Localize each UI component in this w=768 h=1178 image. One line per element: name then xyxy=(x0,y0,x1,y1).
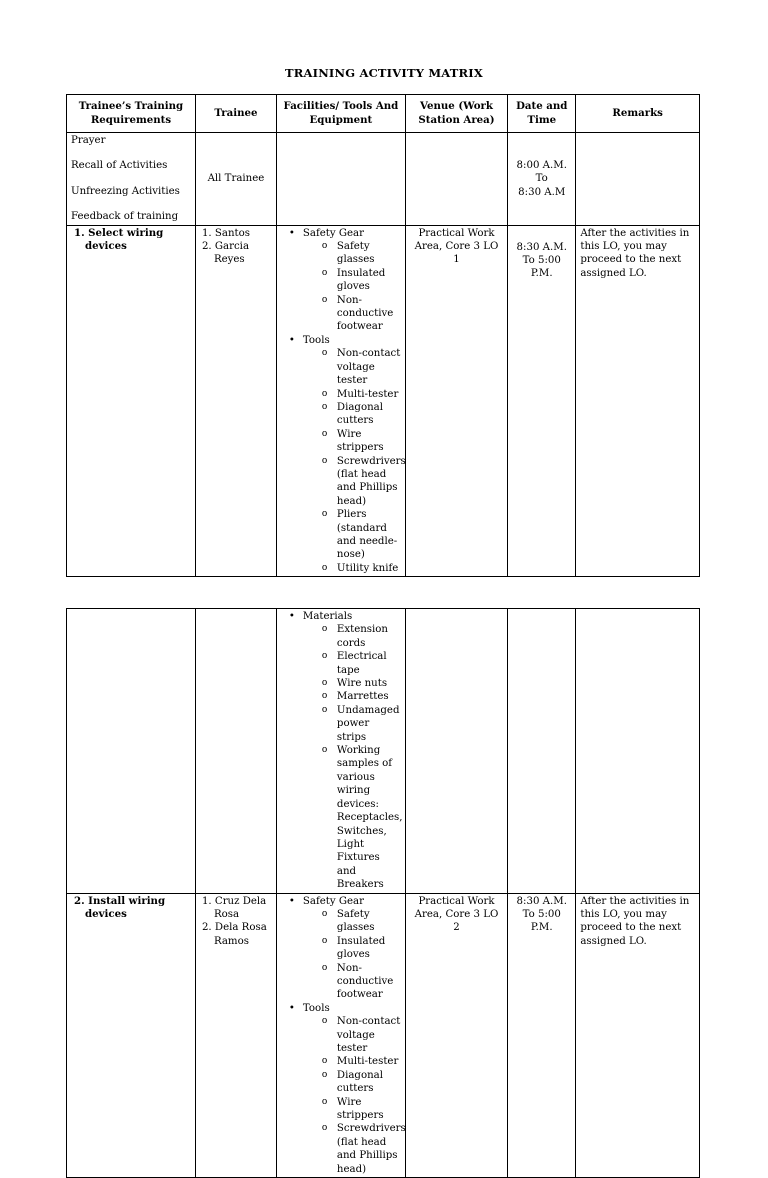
activity-feedback: Feedback of training xyxy=(71,211,179,223)
list-item: o Diagonal cutters xyxy=(337,401,401,428)
lo1-requirement: 1. Select wiring devices xyxy=(67,225,196,577)
lo1-time: 8:30 A.M. To 5:00 P.M. xyxy=(508,225,576,577)
lo1-remarks: After the activities in this LO, you may proceed to the next assigned LO. xyxy=(576,225,700,577)
header-datetime: Date and Time xyxy=(508,95,576,133)
list-item: o Pliers (standard and needle-nose) xyxy=(337,508,401,562)
list-item: o Utility knife xyxy=(337,562,401,575)
lo2-venue: Practical Work Area, Core 3 LO 2 xyxy=(405,893,507,1178)
list-item: o Wire strippers xyxy=(337,1096,401,1123)
list-item: o Non-conductive footwear xyxy=(337,962,401,1002)
list-item: o Marrettes xyxy=(337,690,401,703)
lo1-safety-gear: • Safety Gear o Safety glasses o Insulated gloves o Non-conductive footwear xyxy=(303,227,401,334)
list-item: o Insulated gloves xyxy=(337,935,401,962)
lo2-requirement: 2. Install wiring devices xyxy=(67,893,196,1178)
header-remarks: Remarks xyxy=(576,95,700,133)
header-venue: Venue (Work Station Area) xyxy=(405,95,507,133)
training-matrix-table-page1 xyxy=(66,94,700,577)
lo1-trainees xyxy=(195,225,276,577)
table-row-opening xyxy=(67,133,700,226)
lo1-materials xyxy=(276,609,405,894)
table-row-lo1 xyxy=(67,225,700,577)
list-item: o Diagonal cutters xyxy=(337,1069,401,1096)
list-item: o Non-contact voltage tester xyxy=(337,1015,401,1055)
lo1-venue: Practical Work Area, Core 3 LO 1 xyxy=(405,225,507,577)
opening-trainee: All Trainee xyxy=(195,133,276,226)
list-item: 1. Cruz Dela Rosa xyxy=(201,895,267,920)
table-row-lo1-continued xyxy=(67,609,700,894)
activity-recall: Recall of Activities xyxy=(71,160,168,172)
lo1-tools: • Tools o Non-contact voltage tester o Multi-tester o Diagonal cutters o Wire strippers o Screwdrivers (flat head and Phillips head) o Pliers (standard and needle-nose) o Utility knife xyxy=(303,334,401,575)
opening-venue xyxy=(405,133,507,226)
lo2-tools: • Tools o Non-contact voltage tester o Multi-tester o Diagonal cutters o Wire strippers o Screwdrivers (flat head and Phillips head) xyxy=(303,1002,401,1176)
list-item: o Safety glasses xyxy=(337,240,401,267)
lo1-facilities xyxy=(276,225,405,577)
header-facilities: Facilities/ Tools And Equipment xyxy=(276,95,405,133)
list-item: o Insulated gloves xyxy=(337,267,401,294)
list-item: o Safety glasses xyxy=(337,908,401,935)
training-matrix-table-page2 xyxy=(66,608,700,1178)
list-item: 1. Santos xyxy=(201,227,250,239)
activity-prayer: Prayer xyxy=(71,135,106,146)
header-requirements: Trainee’s Training Requirements xyxy=(67,95,196,133)
list-item: o Screwdrivers (flat head and Phillips head) xyxy=(337,455,401,509)
opening-remarks xyxy=(576,133,700,226)
document-title: TRAINING ACTIVITY MATRIX xyxy=(285,66,483,80)
list-item: o Wire nuts xyxy=(337,677,401,690)
table-row-lo2 xyxy=(67,893,700,1178)
lo2-time: 8:30 A.M. To 5:00 P.M. xyxy=(508,893,576,1178)
list-item: o Wire strippers xyxy=(337,428,401,455)
list-item: 2. Dela Rosa Ramos xyxy=(201,922,267,947)
list-item: o Multi-tester xyxy=(337,1055,401,1068)
lo2-trainees xyxy=(195,893,276,1178)
list-item: o Non-conductive footwear xyxy=(337,294,401,334)
list-item: o Non-contact voltage tester xyxy=(337,347,401,387)
list-item: o Electrical tape xyxy=(337,650,401,677)
list-item: o Screwdrivers (flat head and Phillips head) xyxy=(337,1122,401,1176)
list-item: o Undamaged power strips xyxy=(337,704,401,744)
activity-unfreezing: Unfreezing Activities xyxy=(71,185,180,197)
opening-time: 8:00 A.M. To 8:30 A.M xyxy=(508,133,576,226)
lo2-facilities xyxy=(276,893,405,1178)
header-trainee: Trainee xyxy=(195,95,276,133)
opening-activities xyxy=(67,133,196,226)
opening-facilities xyxy=(276,133,405,226)
lo2-safety-gear: • Safety Gear o Safety glasses o Insulated gloves o Non-conductive footwear xyxy=(303,895,401,1002)
list-item: 2. Garcia Reyes xyxy=(201,241,250,266)
list-item: o Multi-tester xyxy=(337,388,401,401)
list-item: o Working samples of various wiring devices: Receptacles, Switches, Light Fixtures and Breakers xyxy=(337,744,401,891)
lo2-remarks: After the activities in this LO, you may proceed to the next assigned LO. xyxy=(576,893,700,1178)
header-row xyxy=(67,95,700,133)
list-item: o Extension cords xyxy=(337,623,401,650)
materials-group: • Materials o Extension cords o Electrical tape o Wire nuts o Marrettes o Undamaged power strips o Working samples of various wiring devices: Receptacles, Switches, Light Fixtures and Breakers xyxy=(303,610,401,892)
